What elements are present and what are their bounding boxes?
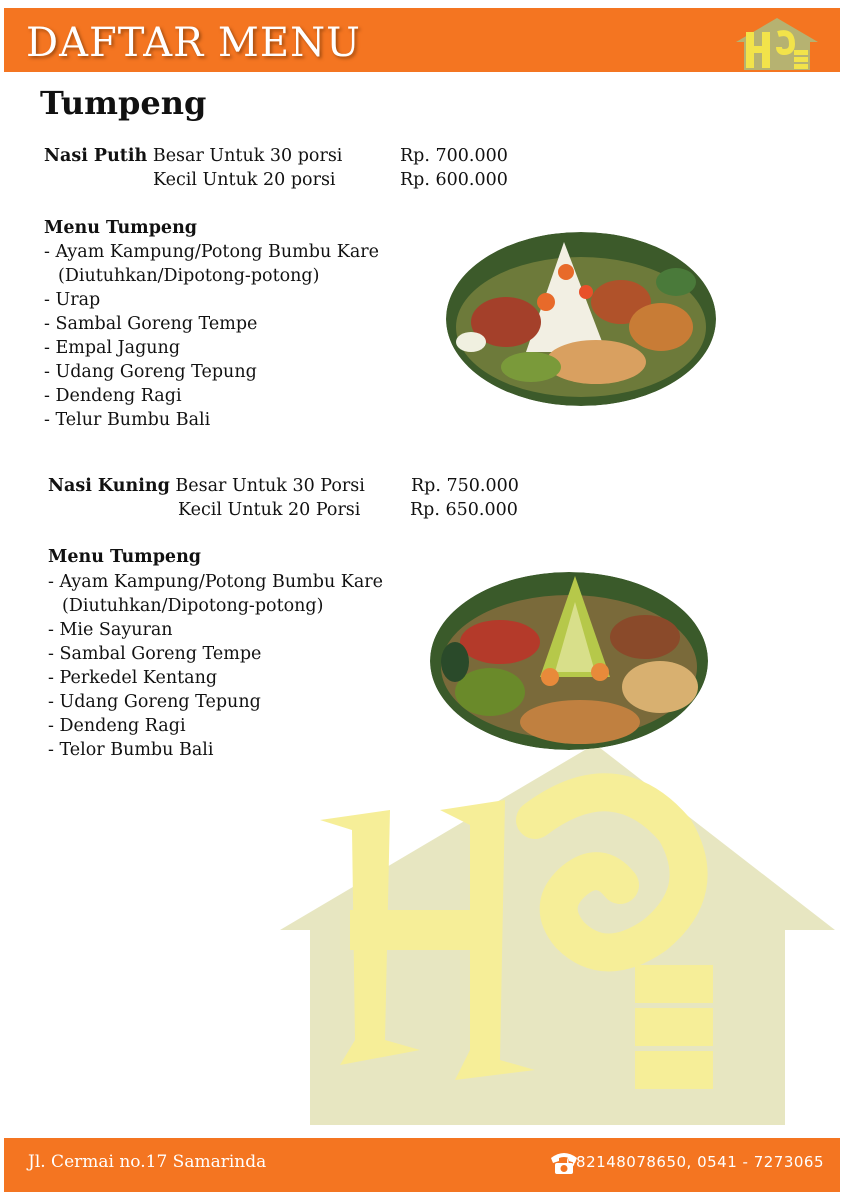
list-item: - Urap [44,290,101,310]
list-item: - Telur Bumbu Bali [44,410,211,430]
tumpeng-photo-nasi-kuning [430,572,708,750]
size-label: Kecil Untuk 20 porsi [153,170,336,190]
list-item: - Perkedel Kentang [48,668,218,688]
menu-heading: Menu Tumpeng [44,218,198,238]
house-logo-icon [734,16,820,72]
menu-list [48,570,383,762]
section-title: Tumpeng [40,84,207,122]
price: Rp. 750.000 [411,476,519,496]
footer-address: Jl. Cermai no.17 Samarinda [28,1152,267,1172]
size-label: Kecil Untuk 20 Porsi [178,500,361,520]
tumpeng-photo-nasi-putih [446,232,716,406]
list-item: - Sambal Goreng Tempe [44,314,258,334]
list-item: - Udang Goreng Tepung [48,692,261,712]
page-title: DAFTAR MENU [26,20,361,66]
size-label: Besar Untuk 30 Porsi [175,476,365,496]
nasi-putih-row-large [44,146,342,166]
menu-list [44,240,379,432]
list-item: - Dendeng Ragi [48,716,186,736]
list-item: - Sambal Goreng Tempe [48,644,262,664]
nasi-kuning-name: Nasi Kuning [48,476,170,496]
header-bar [4,8,840,72]
list-item: - Dendeng Ragi [44,386,182,406]
nasi-putih-name: Nasi Putih [44,146,148,166]
price: Rp. 650.000 [410,500,518,520]
list-item: - Mie Sayuran [48,620,173,640]
list-item: (Diutuhkan/Dipotong-potong) [58,266,320,286]
list-item: - Telor Bumbu Bali [48,740,214,760]
price: Rp. 600.000 [400,170,508,190]
list-item: - Empal Jagung [44,338,181,358]
footer-phone: 082148078650, 0541 - 7273065 [566,1153,824,1171]
list-item: (Diutuhkan/Dipotong-potong) [62,596,324,616]
nasi-kuning-row-large [48,476,365,496]
list-item: - Ayam Kampung/Potong Bumbu Kare [44,242,380,262]
price: Rp. 700.000 [400,146,508,166]
footer-bar [4,1138,840,1192]
list-item: - Udang Goreng Tepung [44,362,257,382]
menu-heading: Menu Tumpeng [48,547,202,567]
list-item: - Ayam Kampung/Potong Bumbu Kare [48,572,384,592]
size-label: Besar Untuk 30 porsi [152,146,343,166]
house-watermark-icon [280,740,840,1140]
